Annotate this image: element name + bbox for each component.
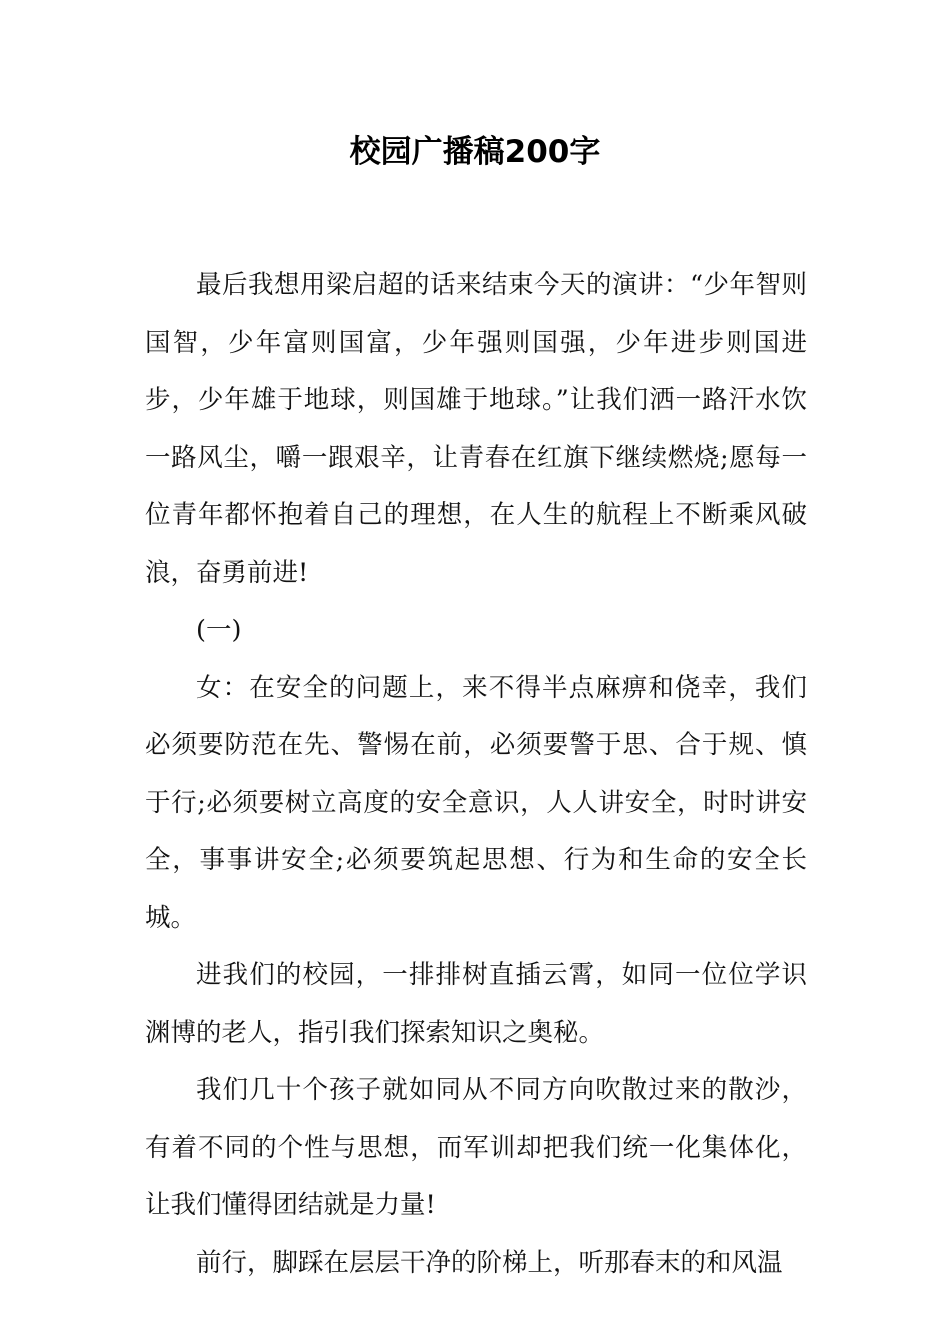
paragraph-safety: 女：在安全的问题上，来不得半点麻痹和侥幸，我们必须要防范在先、警惕在前，必须要警于思、合于规、慎于行;必须要树立高度的安全意识，人人讲安全，时时讲安全，事事讲安全;必须要筑起思想、行为和生命的安全长城。 <box>145 672 807 933</box>
paragraph-military-training: 我们几十个孩子就如同从不同方向吹散过来的散沙，有着不同的个性与思想，而军训却把我们统一化集体化，让我们懂得团结就是力量! <box>145 1075 807 1220</box>
document-title: 校园广播稿200字 <box>349 134 601 170</box>
paragraph-campus: 进我们的校园，一排排树直插云霄，如同一位位学识渊博的老人，指引我们探索知识之奥秘。 <box>145 960 807 1048</box>
paragraph-stairs: 前行，脚踩在层层干净的阶梯上，听那春末的和风温 <box>196 1247 783 1278</box>
paragraph-section-marker: (一) <box>196 615 242 645</box>
paragraph-conclusion: 最后我想用梁启超的话来结束今天的演讲：“少年智则国智，少年富则国富，少年强则国强，少年进步则国进步，少年雄于地球，则国雄于地球。”让我们洒一路汗水饮一路风尘，嚼一跟艰辛，让青春在红旗下继续燃烧;愿每一位青年都怀抱着自己的理想，在人生的航程上不断乘风破浪，奋勇前进! <box>145 270 807 588</box>
document-body <box>145 257 807 1292</box>
